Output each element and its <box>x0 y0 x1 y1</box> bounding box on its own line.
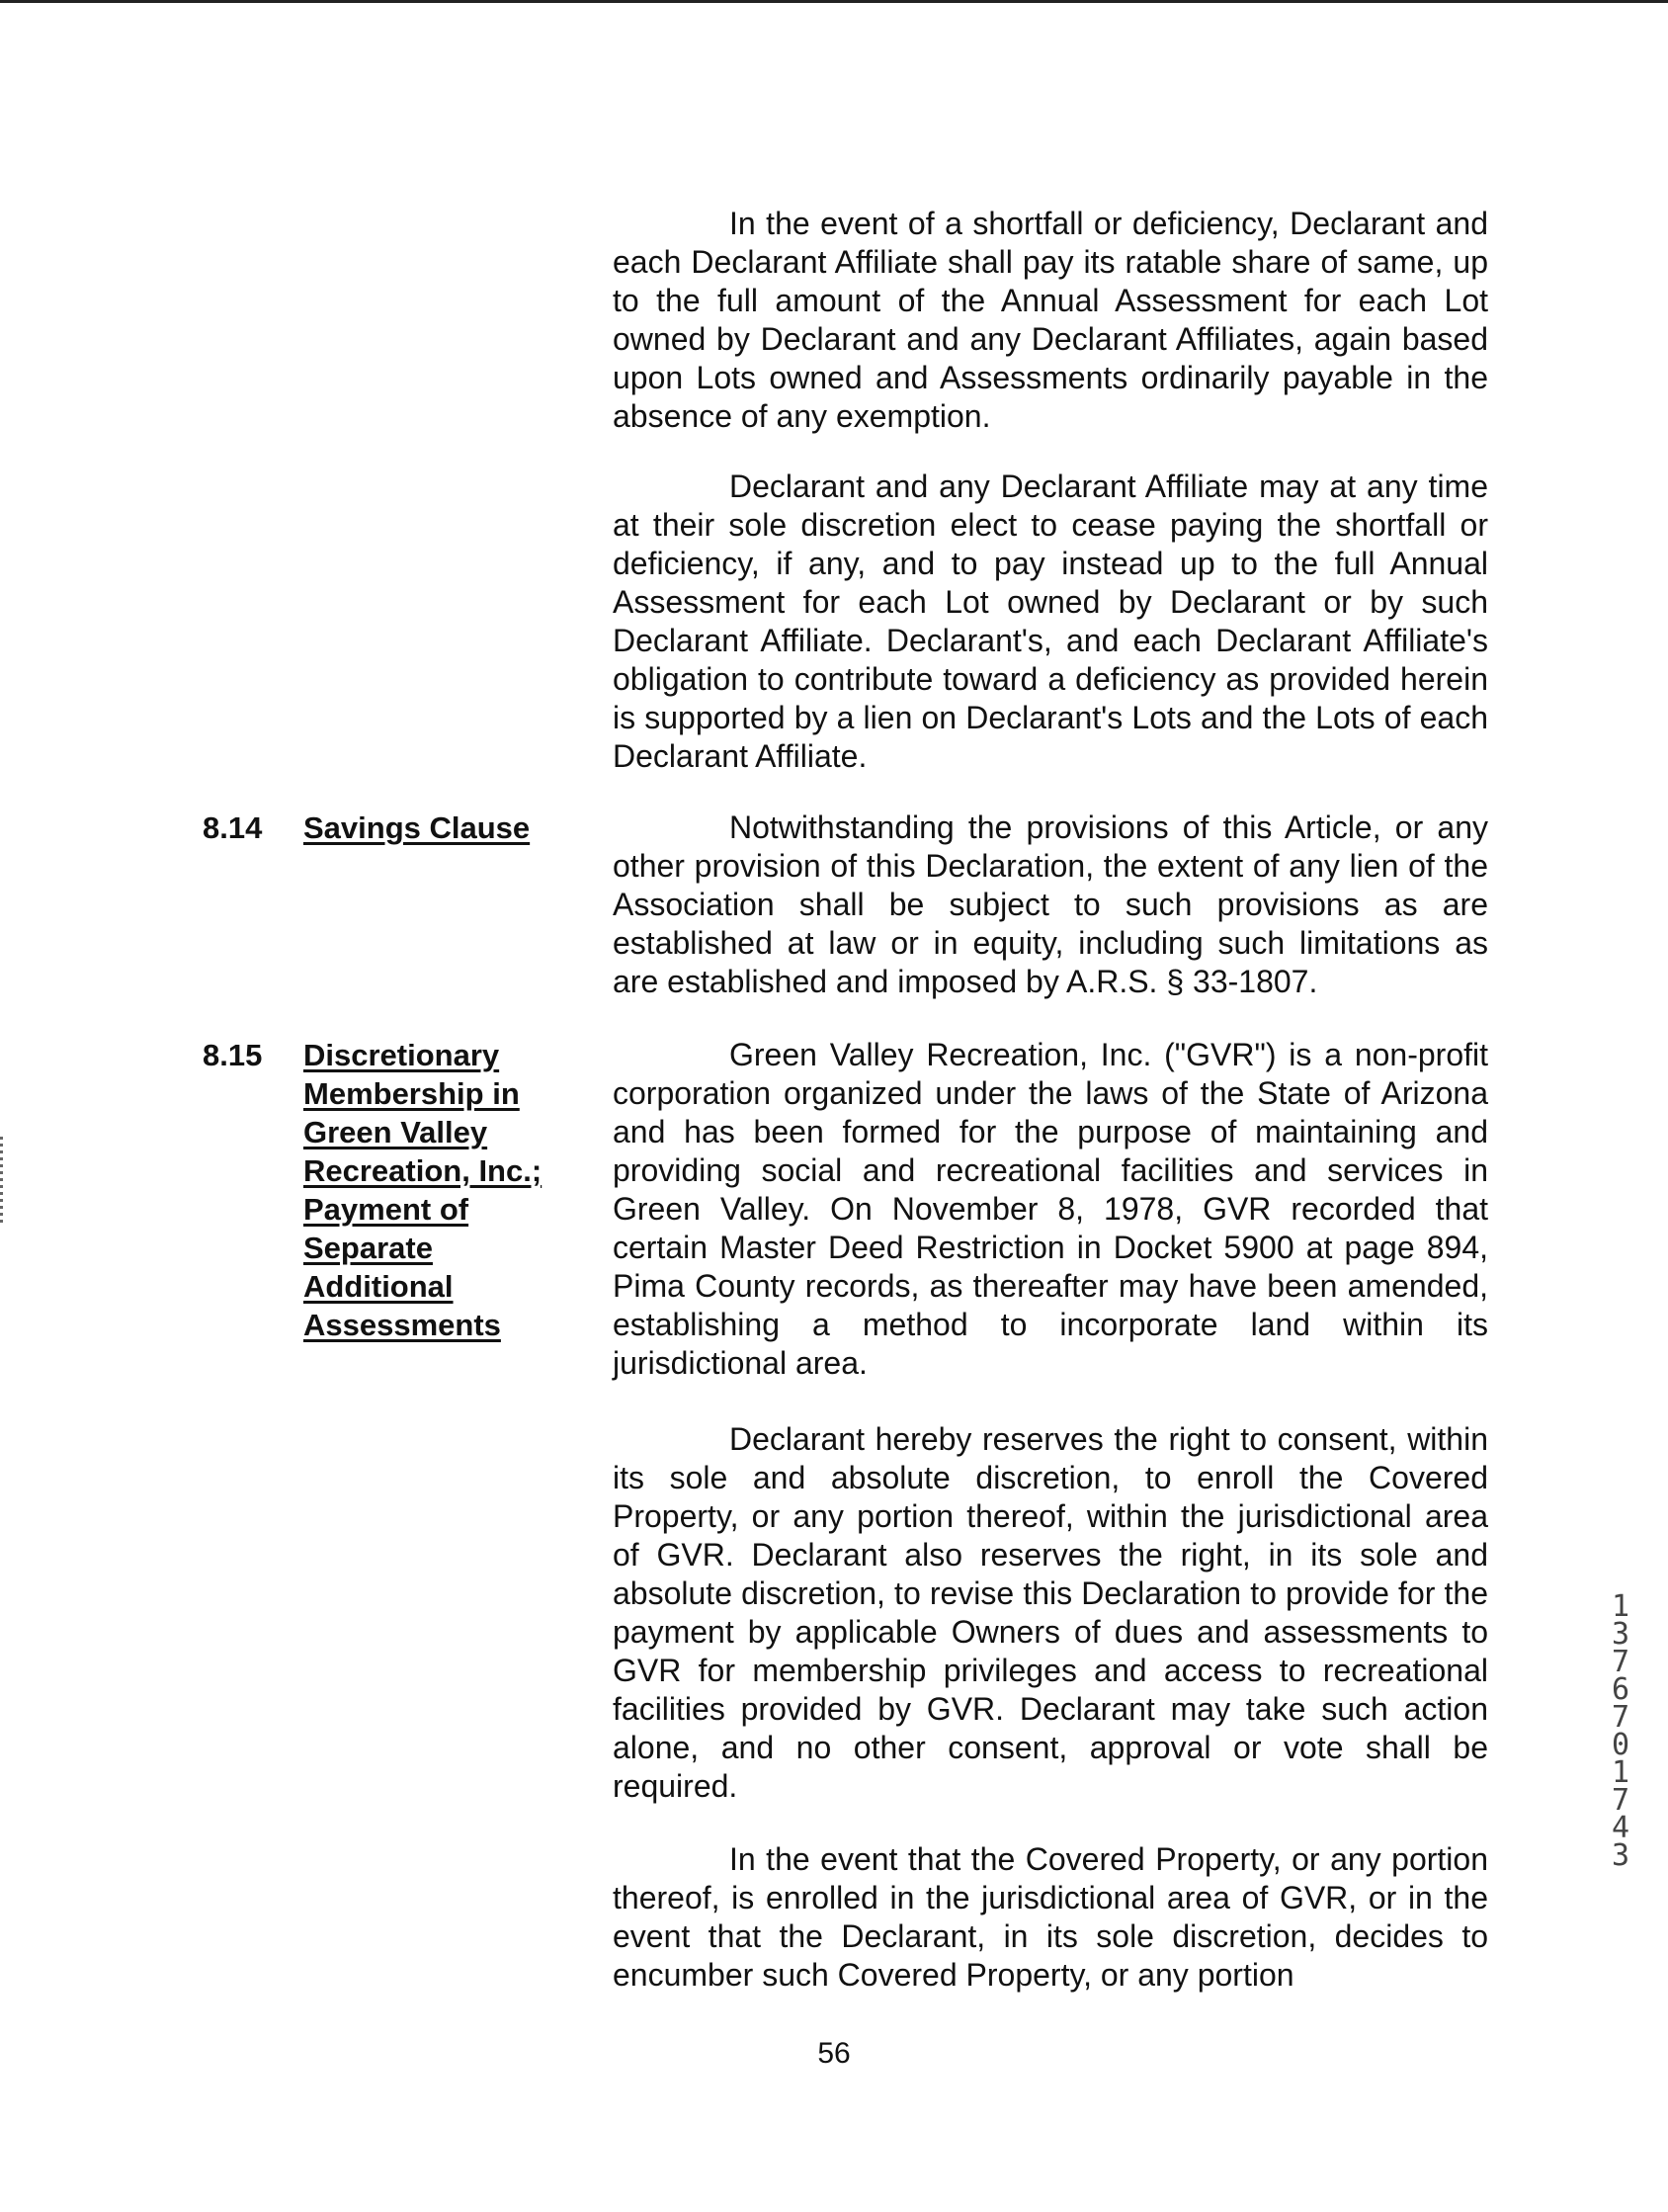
page-number: 56 <box>817 2037 851 2070</box>
paragraph-gvr-enrollment: Declarant hereby reserves the right to consent, within its sole and absolute discretion, to enroll the Covered Property, or any portion thereof, within the jurisdictional area of GVR. Declarant also reserves the right, in its sole and absolute discretion, to revise this Declaration to provide for the payment by applicable Owners of dues and assessments to GVR for membership privileges and access to recreational facilities provided by GVR. Declarant may take such action alone, and no other consent, approval or vote shall be required. <box>613 1421 1488 1804</box>
section-title-savings-clause: Savings Clause <box>303 810 531 845</box>
paragraph-gvr-description: Green Valley Recreation, Inc. ("GVR") is a non-profit corporation organized under the laws of the State of Arizona and has been formed for the purpose of maintaining and providing social and recreational facilities and services in Green Valley. On November 8, 1978, GVR recorded that certain Master Deed Restriction in Docket 5900 at page 894, Pima County records, as thereafter may have been amended, establishing a method to incorporate land within its jurisdictional area. <box>613 1037 1488 1381</box>
paragraph-shortfall: In the event of a shortfall or deficiency, Declarant and each Declarant Affiliate shall pay its ratable share of same, up to the full amount of the Annual Assessment for each Lot owned by Declarant and any Declarant Affiliates, again based upon Lots owned and Assessments ordinarily payable in the absence of any exemption. <box>613 206 1488 434</box>
margin-scan-mark <box>0 1137 3 1226</box>
section-title-gvr-membership: Discretionary Membership in Green Valley Recreation, Inc.; Payment of Separate Additional Assessments <box>303 1038 542 1342</box>
paragraph-gvr-event: In the event that the Covered Property, or any portion thereof, is enrolled in the jurisdictional area of GVR, or in the event that the Declarant, in its sole discretion, decides to encumber such Covered Property, or any portion <box>613 1841 1488 1993</box>
paragraph-cease-paying: Declarant and any Declarant Affiliate may at any time at their sole discretion elect to cease paying the shortfall or deficiency, if any, and to pay instead up to the full Annual Assessment for each Lot owned by Declarant or by such Declarant Affiliate. Declarant's, and each Declarant Affiliate's obligation to contribute toward a deficiency as provided herein is supported by a lien on Declarant's Lots and the Lots of each Declarant Affiliate. <box>613 468 1488 774</box>
section-number-8-14: 8.14 <box>203 810 263 845</box>
docket-stamp: 13767 01743 <box>1611 1589 1630 1873</box>
top-border-line <box>0 0 1668 3</box>
paragraph-savings-clause: Notwithstanding the provisions of this Article, or any other provision of this Declaration, the extent of any lien of the Association shall be subject to such provisions as are established at law or in equity, including such limitations as are established and imposed by A.R.S. § 33-1807. <box>613 809 1488 999</box>
section-number-8-15: 8.15 <box>203 1038 263 1072</box>
